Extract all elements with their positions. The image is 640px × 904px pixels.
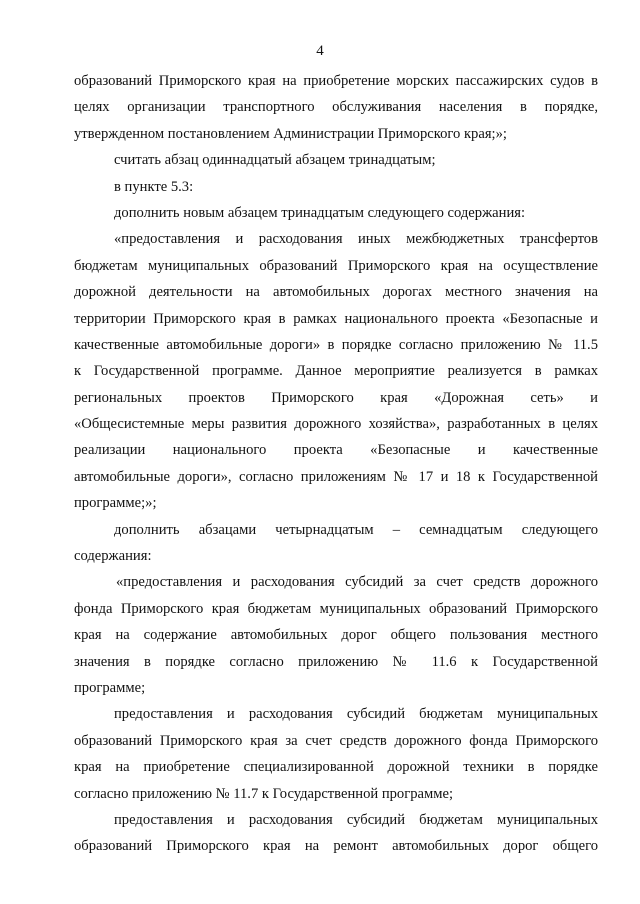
text-line-6: дополнить новым абзацем тринадцатым следующего содержания:	[114, 204, 526, 221]
text-line-29: предоставления и расходования субсидий бюджетам муниципальных	[114, 811, 598, 828]
text-line-13: региональных проектов Приморского края «Дорожная сеть» и	[74, 389, 598, 406]
text-line-16: автомобильные дороги», согласно приложениям № 17 и 18 к Государственной	[74, 468, 598, 485]
text-line-11: качественные автомобильные дороги» в порядке согласно приложению № 11.5	[74, 336, 598, 353]
text-line-20: «предоставления и расходования субсидий за счет средств дорожного	[116, 574, 598, 591]
page-number: 4	[316, 43, 324, 59]
text-line-15: реализации национального проекта «Безопасные и качественные	[74, 442, 598, 459]
text-line-23: значения в порядке согласно приложению № 11.6 к Государственной	[74, 653, 598, 670]
text-line-24: программе;	[74, 679, 146, 696]
text-line-1: образований Приморского края на приобретение морских пассажирских судов в	[74, 73, 598, 89]
text-line-17: программе;»;	[74, 495, 157, 512]
text-line-12: к Государственной программе. Данное мероприятие реализуется в рамках	[74, 363, 598, 380]
document-body	[74, 68, 598, 860]
text-line-19: содержания:	[74, 548, 152, 565]
text-line-26: образований Приморского края за счет средств дорожного фонда Приморского	[74, 732, 598, 749]
text-line-14: «Общесистемные меры развития дорожного хозяйства», разработанных в целях	[74, 416, 598, 433]
text-line-18: дополнить абзацами четырнадцатым – семнадцатым следующего	[114, 521, 598, 538]
text-line-21: фонда Приморского края бюджетам муниципальных образований Приморского	[74, 600, 598, 617]
text-line-27: края на приобретение специализированной дорожной техники в порядке	[74, 759, 598, 776]
text-line-7: «предоставления и расходования иных межбюджетных трансфертов	[114, 231, 598, 248]
text-line-25: предоставления и расходования субсидий бюджетам муниципальных	[114, 706, 598, 723]
text-line-3: утвержденном постановлением Администрации Приморского края;»;	[74, 125, 507, 142]
text-line-30: образований Приморского края на ремонт автомобильных дорог общего	[74, 838, 598, 855]
text-line-8: бюджетам муниципальных образований Приморского края на осуществление	[74, 257, 598, 274]
text-line-9: дорожной деятельности на автомобильных дорогах местного значения на	[74, 284, 598, 301]
text-line-22: края на содержание автомобильных дорог общего пользования местного	[74, 627, 598, 644]
text-line-10: территории Приморского края в рамках национального проекта «Безопасные и	[74, 310, 598, 327]
text-line-2: целях организации транспортного обслуживания населения в порядке,	[74, 99, 598, 116]
text-line-5: в пункте 5.3:	[114, 178, 194, 195]
text-line-28: согласно приложению № 11.7 к Государственной программе;	[74, 785, 453, 802]
text-line-4: считать абзац одиннадцатый абзацем тринадцатым;	[114, 152, 436, 169]
